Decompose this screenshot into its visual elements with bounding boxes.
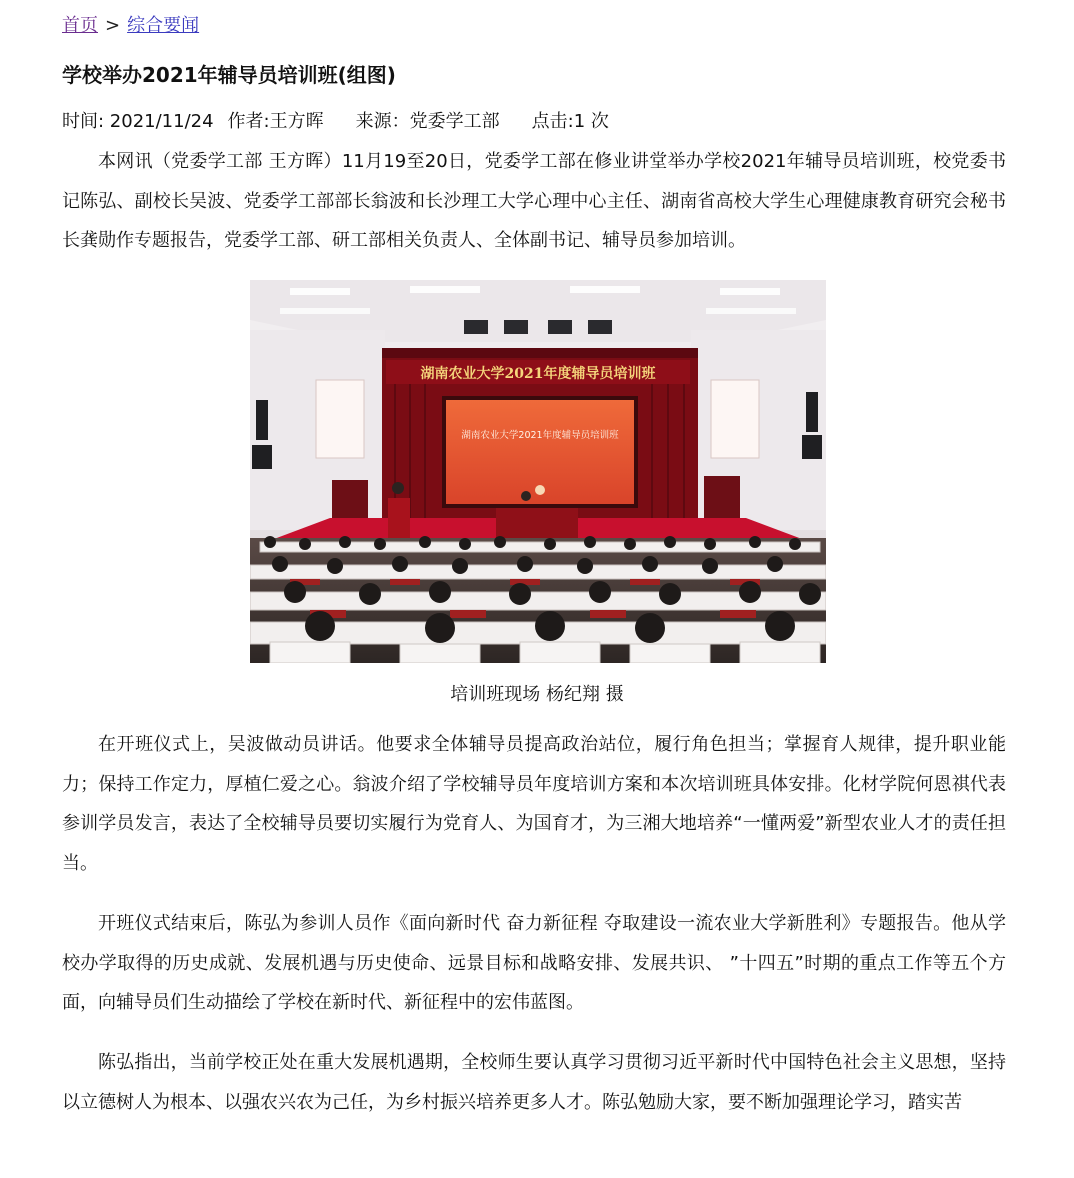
photo-caption: 培训班现场 杨纪翔 摄 [450, 684, 624, 705]
article-meta [62, 109, 609, 135]
breadcrumb [62, 13, 199, 39]
meta-author: 作者:王方晖 [227, 111, 324, 132]
screen-title-text: 湖南农业大学2021年度辅导员培训班 [461, 430, 619, 441]
meta-time: 时间: 2021/11/24 [62, 111, 214, 132]
article-photo [250, 280, 826, 663]
article-title: 学校举办2021年辅导员培训班(组图) [62, 63, 396, 87]
article-paragraph: 在开班仪式上，吴波做动员讲话。他要求全体辅导员提高政治站位，履行角色担当；掌握育人规律，提升职业能力；保持工作定力，厚植仁爱之心。翁波介绍了学校辅导员年度培训方案和本次培训班具体安排。化材学院何恩祺代表参训学员发言，表达了全校辅导员要切实履行为党育人、为国育才，为三湘大地培养“一懂两爱”新型农业人才的责任担当。 [62, 734, 1006, 874]
breadcrumb-section-link[interactable]: 综合要闻 [127, 15, 200, 36]
article-paragraph: 本网讯（党委学工部 王方晖）11月19至20日，党委学工部在修业讲堂举办学校2021年辅导员培训班，校党委书记陈弘、副校长吴波、党委学工部部长翁波和长沙理工大学心理中心主任、湖南省高校大学生心理健康教育研究会秘书长龚勋作专题报告，党委学工部、研工部相关负责人、全体副书记、辅导员参加培训。 [62, 151, 1006, 251]
breadcrumb-separator: > [105, 15, 121, 36]
meta-source: 来源：党委学工部 [355, 111, 500, 132]
training-hall-photo [250, 280, 826, 663]
article-paragraph: 开班仪式结束后，陈弘为参训人员作《面向新时代 奋力新征程 夺取建设一流农业大学新胜利》专题报告。他从学校办学取得的历史成就、发展机遇与历史使命、远景目标和战略安排、发展共识、 ”十四五”时期的重点工作等五个方面，向辅导员们生动描绘了学校在新时代、新征程中的宏伟蓝图。 [62, 913, 1006, 1013]
article-paragraph: 陈弘指出，当前学校正处在重大发展机遇期，全校师生要认真学习贯彻习近平新时代中国特色社会主义思想，坚持以立德树人为根本、以强农兴农为己任，为乡村振兴培养更多人才。陈弘勉励大家，要不断加强理论学习，踏实苦 [62, 1052, 1006, 1113]
breadcrumb-home-link[interactable]: 首页 [62, 15, 98, 36]
meta-clicks: 点击:1 次 [531, 111, 609, 132]
backdrop-banner-text: 湖南农业大学2021年度辅导员培训班 [420, 366, 656, 382]
